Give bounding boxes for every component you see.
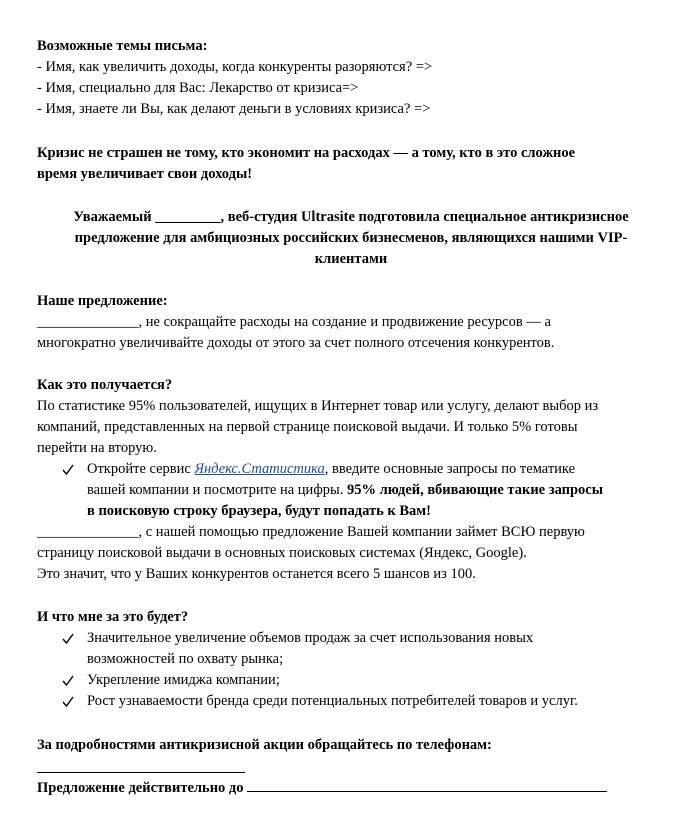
how-heading: Как это получается? (37, 377, 173, 393)
contacts-section (37, 735, 665, 756)
benefit-item (37, 691, 665, 712)
how-result-section (37, 522, 665, 585)
how-line: перейти на вторую. (37, 440, 157, 456)
topic-item: - Имя, как увеличить доходы, когда конкуренты разоряются? => (37, 59, 433, 75)
benefit-line: Рост узнаваемости бренда среди потенциальных потребителей товаров и услуг. (87, 693, 578, 709)
how-line: компаний, представленных на первой странице поисковой выдачи. И только 5% готовы (37, 419, 578, 435)
check-line (87, 480, 665, 501)
result-line: страницу поисковой выдачи в основных поисковых системах (Яндекс, Google). (37, 545, 527, 561)
yandex-statistics-link[interactable]: Яндекс.Статистика (194, 461, 325, 477)
greeting-line: клиентами (314, 251, 388, 267)
topic-item: - Имя, знаете ли Вы, как делают деньги в условиях кризиса? => (37, 101, 431, 117)
name-blank: ______________ (37, 524, 139, 540)
name-blank: _________ (155, 209, 221, 225)
check-line: в поисковую строку браузера, будут попадать к Вам! (87, 503, 431, 519)
how-check-list (37, 459, 665, 522)
topics-heading: Возможные темы письма: (37, 38, 208, 54)
checkmark-icon (61, 459, 75, 480)
how-section (37, 375, 665, 459)
checkmark-icon (61, 670, 75, 691)
greeting-rest: , веб-студия Ultrasite подготовила специальное антикризисное (220, 209, 629, 225)
slogan-line: Кризис не страшен не тому, кто экономит на расходах — а тому, кто в это сложное (37, 145, 576, 161)
validity-label: Предложение действительно до (37, 780, 248, 796)
check-text: , введите основные запросы по тематике (324, 461, 576, 477)
validity-line (37, 776, 665, 799)
greeting-line: предложение для амбициозных российских бизнесменов, являющихся нашими VIP- (74, 230, 628, 246)
validity-section (37, 776, 665, 799)
result-line (37, 522, 665, 543)
check-text: вашей компании и посмотрите на цифры. (87, 482, 347, 498)
benefit-line: возможностей по охвату рынка; (87, 651, 284, 667)
greeting-section (37, 207, 665, 270)
contacts-heading: За подробностями антикризисной акции обращайтесь по телефонам: (37, 737, 492, 753)
validity-date-blank (247, 776, 607, 792)
benefit-line: Значительное увеличение объемов продаж за счет использования новых (87, 630, 534, 646)
check-line (87, 459, 665, 480)
result-text: , с нашей помощью предложение Вашей компании займет ВСЮ первую (138, 524, 585, 540)
topics-section (37, 36, 665, 120)
offer-line: многократно увеличивайте доходы от этого за счет полного отсечения конкурентов. (37, 335, 555, 351)
benefits-heading: И что мне за это будет? (37, 609, 189, 625)
benefit-line: Укрепление имиджа компании; (87, 672, 280, 688)
check-item (37, 459, 665, 522)
benefit-item (37, 628, 665, 670)
name-blank: ______________ (37, 314, 139, 330)
slogan-section (37, 143, 665, 185)
offer-section (37, 291, 665, 354)
topic-item: - Имя, специально для Вас: Лекарство от кризиса=> (37, 80, 359, 96)
greeting-prefix: Уважаемый (73, 209, 156, 225)
checkmark-icon (61, 691, 75, 712)
greeting-line (37, 207, 665, 228)
benefits-list (37, 628, 665, 712)
check-bold-text: 95% людей, вбивающие такие запросы (346, 482, 604, 498)
check-text: Откройте сервис (87, 461, 195, 477)
checkmark-icon (61, 628, 75, 649)
benefits-section (37, 607, 665, 628)
result-line: Это значит, что у Ваших конкурентов останется всего 5 шансов из 100. (37, 566, 476, 582)
offer-line (37, 312, 665, 333)
offer-heading: Наше предложение: (37, 293, 168, 309)
offer-text: , не сокращайте расходы на создание и продвижение ресурсов — а (138, 314, 551, 330)
benefit-item (37, 670, 665, 691)
phone-blank-line (37, 772, 245, 773)
how-line: По статистике 95% пользователей, ищущих в Интернет товар или услугу, делают выбор из (37, 398, 599, 414)
slogan-line: время увеличивает свои доходы! (37, 166, 253, 182)
